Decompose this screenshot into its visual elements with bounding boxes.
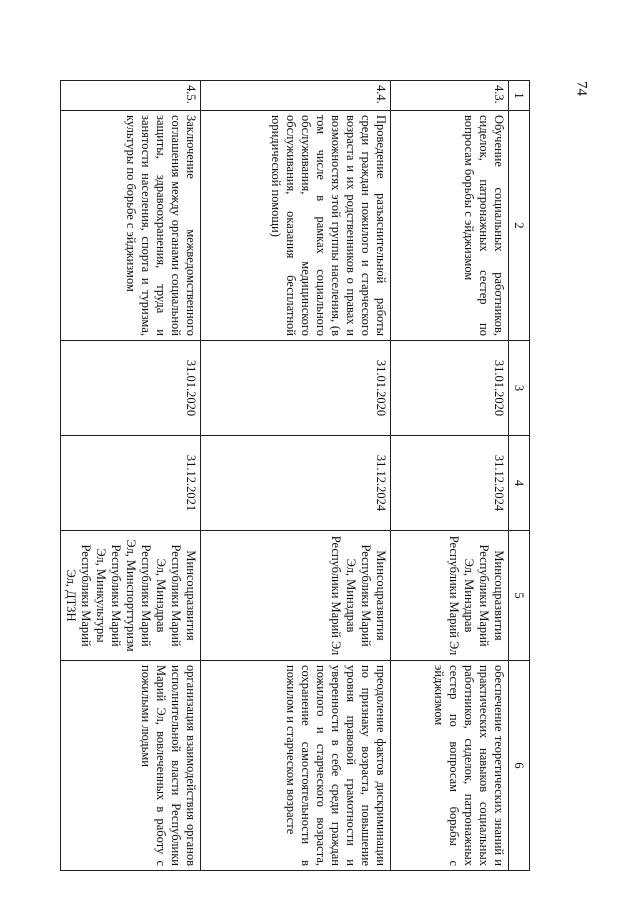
- header-col-4: 4: [509, 436, 530, 531]
- end-date-cell: 31.12.2024: [391, 436, 509, 531]
- header-col-6: 6: [509, 661, 530, 871]
- result-cell: организация взаимодействия органов исполнительной власти Республики Марий Эл, вовлеченных в работу с пожилыми людьми: [61, 661, 201, 871]
- table-row: [61, 81, 201, 871]
- executors-cell: Минсоцразвития Республики Марий Эл, Минздрав Республики Марий Эл: [391, 531, 509, 661]
- row-number: 4.3.: [391, 81, 509, 111]
- executors-cell: Минсоцразвития Республики Марий Эл, Минздрав Республики Марий Эл: [201, 531, 391, 661]
- row-number: 4.5.: [61, 81, 201, 111]
- result-cell: преодоление фактов дискриминации по признаку возраста, повышение уровня правовой грамотности и уверенности в себе среди граждан пожилого и старческого возраста, сохранение самостоятельности в пожилом и старческом возрасте: [201, 661, 391, 871]
- start-date-cell: 31.01.2020: [391, 341, 509, 436]
- event-cell: Проведение разъяснительной работы среди граждан пожилого и старческого возраста и их родственников о правах и возможностях этой группы населения, (в том числе в рамках социального обслуживания, медицинского обслуживания, оказания бесплатной юридической помощи): [201, 111, 391, 341]
- table-row: [391, 81, 509, 871]
- rotated-table-container: [64, 80, 530, 870]
- page-number: 74: [573, 81, 590, 96]
- executors-cell: Минсоцразвития Республики Марий Эл, Минздрав Республики Марий Эл, Минспорттуризм Республики Марий Эл, Минкультуры Республики Марий Эл, ДТЗН: [61, 531, 201, 661]
- header-col-3: 3: [509, 341, 530, 436]
- table-row: [201, 81, 391, 871]
- event-cell: Заключение межведомственного соглашения между органами социальной защиты, здравоохранения, труда и занятости населения, спорта и туризма, культуры по борьбе с эйджизмом: [61, 111, 201, 341]
- row-number: 4.4.: [201, 81, 391, 111]
- start-date-cell: 31.01.2020: [201, 341, 391, 436]
- event-cell: Обучение социальных работников, сиделок, патронажных сестер по вопросам борьбы с эйджизмом: [391, 111, 509, 341]
- start-date-cell: 31.01.2020: [61, 341, 201, 436]
- end-date-cell: 31.12.2021: [61, 436, 201, 531]
- header-col-5: 5: [509, 531, 530, 661]
- measures-table: [60, 80, 530, 871]
- end-date-cell: 31.12.2024: [201, 436, 391, 531]
- table-header-row: [509, 81, 530, 871]
- header-col-1: 1: [509, 81, 530, 111]
- header-col-2: 2: [509, 111, 530, 341]
- result-cell: обеспечение теоретических знаний и практических навыков социальных работников, сиделок, патронажных сестер по вопросам борьбы с эйджизмом: [391, 661, 509, 871]
